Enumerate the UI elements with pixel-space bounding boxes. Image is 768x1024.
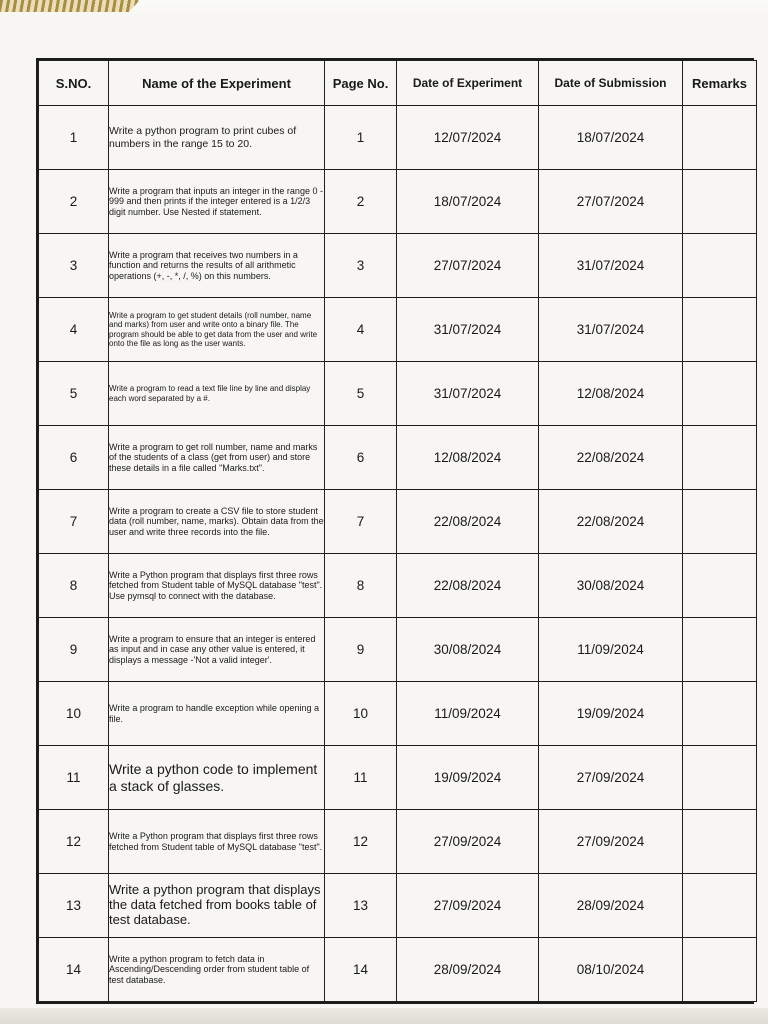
header-remarks: Remarks <box>683 61 757 106</box>
table-row <box>39 874 757 938</box>
row-date-submission: 27/09/2024 <box>539 746 683 810</box>
header-date-submission: Date of Submission <box>539 61 683 106</box>
row-experiment-name: Write a program to handle exception while opening a file. <box>109 682 325 746</box>
row-date-experiment: 30/08/2024 <box>397 618 539 682</box>
row-date-experiment: 22/08/2024 <box>397 554 539 618</box>
table-body <box>39 106 757 1002</box>
row-date-experiment: 22/08/2024 <box>397 490 539 554</box>
row-page-no: 7 <box>325 490 397 554</box>
row-page-no: 14 <box>325 938 397 1002</box>
row-sno: 12 <box>39 810 109 874</box>
header-row <box>39 61 757 106</box>
row-date-submission: 22/08/2024 <box>539 490 683 554</box>
row-date-experiment: 28/09/2024 <box>397 938 539 1002</box>
row-remarks <box>683 938 757 1002</box>
row-sno: 7 <box>39 490 109 554</box>
row-remarks <box>683 618 757 682</box>
row-date-experiment: 31/07/2024 <box>397 298 539 362</box>
row-page-no: 1 <box>325 106 397 170</box>
row-date-submission: 31/07/2024 <box>539 298 683 362</box>
row-remarks <box>683 234 757 298</box>
experiment-index-table <box>38 60 757 1002</box>
table-row <box>39 618 757 682</box>
row-remarks <box>683 170 757 234</box>
row-remarks <box>683 106 757 170</box>
row-page-no: 6 <box>325 426 397 490</box>
row-experiment-name: Write a program to get roll number, name and marks of the students of a class (get from user) and store these details in a file called "Marks.txt". <box>109 426 325 490</box>
row-page-no: 8 <box>325 554 397 618</box>
row-sno: 6 <box>39 426 109 490</box>
row-remarks <box>683 746 757 810</box>
header-name: Name of the Experiment <box>109 61 325 106</box>
table-row <box>39 426 757 490</box>
table-row <box>39 362 757 426</box>
row-date-submission: 27/07/2024 <box>539 170 683 234</box>
header-sno: S.NO. <box>39 61 109 106</box>
row-experiment-name: Write a program to ensure that an integer is entered as input and in case any other value is entered, it displays a message -'Not a valid integer'. <box>109 618 325 682</box>
table-row <box>39 298 757 362</box>
table-row <box>39 554 757 618</box>
header-date-experiment: Date of Experiment <box>397 61 539 106</box>
row-date-submission: 27/09/2024 <box>539 810 683 874</box>
row-page-no: 12 <box>325 810 397 874</box>
table-row <box>39 106 757 170</box>
table-row <box>39 682 757 746</box>
row-date-experiment: 19/09/2024 <box>397 746 539 810</box>
table-row <box>39 810 757 874</box>
table-row <box>39 234 757 298</box>
row-sno: 8 <box>39 554 109 618</box>
row-sno: 1 <box>39 106 109 170</box>
row-page-no: 2 <box>325 170 397 234</box>
row-date-experiment: 11/09/2024 <box>397 682 539 746</box>
row-date-submission: 19/09/2024 <box>539 682 683 746</box>
row-date-experiment: 27/07/2024 <box>397 234 539 298</box>
row-sno: 2 <box>39 170 109 234</box>
table-row <box>39 170 757 234</box>
row-remarks <box>683 298 757 362</box>
row-experiment-name: Write a program that receives two numbers in a function and returns the results of all arithmetic operations (+, -, *, /, %) on this numbers. <box>109 234 325 298</box>
row-date-experiment: 27/09/2024 <box>397 810 539 874</box>
row-sno: 11 <box>39 746 109 810</box>
row-page-no: 9 <box>325 618 397 682</box>
row-sno: 10 <box>39 682 109 746</box>
row-experiment-name: Write a program to read a text file line by line and display each word separated by a #. <box>109 362 325 426</box>
row-experiment-name: Write a python program to fetch data in Ascending/Descending order from student table of test database. <box>109 938 325 1002</box>
row-remarks <box>683 362 757 426</box>
row-sno: 13 <box>39 874 109 938</box>
row-date-submission: 31/07/2024 <box>539 234 683 298</box>
row-sno: 9 <box>39 618 109 682</box>
row-date-submission: 08/10/2024 <box>539 938 683 1002</box>
experiment-index-sheet <box>36 58 754 1004</box>
row-date-experiment: 27/09/2024 <box>397 874 539 938</box>
row-experiment-name: Write a python program that displays the data fetched from books table of test database. <box>109 874 325 938</box>
table-row <box>39 746 757 810</box>
row-remarks <box>683 426 757 490</box>
row-remarks <box>683 874 757 938</box>
row-page-no: 3 <box>325 234 397 298</box>
table-header <box>39 61 757 106</box>
row-experiment-name: Write a program that inputs an integer in the range 0 - 999 and then prints if the integer entered is a 1/2/3 digit number. Use Nested if statement. <box>109 170 325 234</box>
row-sno: 14 <box>39 938 109 1002</box>
row-date-experiment: 12/08/2024 <box>397 426 539 490</box>
row-sno: 5 <box>39 362 109 426</box>
table-row <box>39 938 757 1002</box>
row-sno: 3 <box>39 234 109 298</box>
row-date-submission: 28/09/2024 <box>539 874 683 938</box>
row-page-no: 11 <box>325 746 397 810</box>
row-date-submission: 11/09/2024 <box>539 618 683 682</box>
row-date-experiment: 18/07/2024 <box>397 170 539 234</box>
row-remarks <box>683 490 757 554</box>
row-page-no: 10 <box>325 682 397 746</box>
row-page-no: 5 <box>325 362 397 426</box>
row-experiment-name: Write a python code to implement a stack of glasses. <box>109 746 325 810</box>
row-remarks <box>683 554 757 618</box>
row-sno: 4 <box>39 298 109 362</box>
table-row <box>39 490 757 554</box>
row-experiment-name: Write a Python program that displays first three rows fetched from Student table of MySQL database "test". Use pymsql to connect with the database. <box>109 554 325 618</box>
row-date-submission: 18/07/2024 <box>539 106 683 170</box>
row-date-experiment: 31/07/2024 <box>397 362 539 426</box>
row-date-submission: 12/08/2024 <box>539 362 683 426</box>
row-remarks <box>683 810 757 874</box>
paper-bottom-edge <box>0 1008 768 1024</box>
row-remarks <box>683 682 757 746</box>
row-experiment-name: Write a program to create a CSV file to store student data (roll number, name, marks). Obtain data from the user and write three records into the file. <box>109 490 325 554</box>
binding-edge-decoration <box>0 0 140 12</box>
row-experiment-name: Write a Python program that displays first three rows fetched from Student table of MySQL database "test". <box>109 810 325 874</box>
row-date-experiment: 12/07/2024 <box>397 106 539 170</box>
row-date-submission: 22/08/2024 <box>539 426 683 490</box>
row-page-no: 4 <box>325 298 397 362</box>
row-experiment-name: Write a program to get student details (roll number, name and marks) from user and write onto a binary file. The program should be able to get data from the user and write onto the file as long as the user wants. <box>109 298 325 362</box>
row-page-no: 13 <box>325 874 397 938</box>
row-date-submission: 30/08/2024 <box>539 554 683 618</box>
row-experiment-name: Write a python program to print cubes of numbers in the range 15 to 20. <box>109 106 325 170</box>
header-page: Page No. <box>325 61 397 106</box>
